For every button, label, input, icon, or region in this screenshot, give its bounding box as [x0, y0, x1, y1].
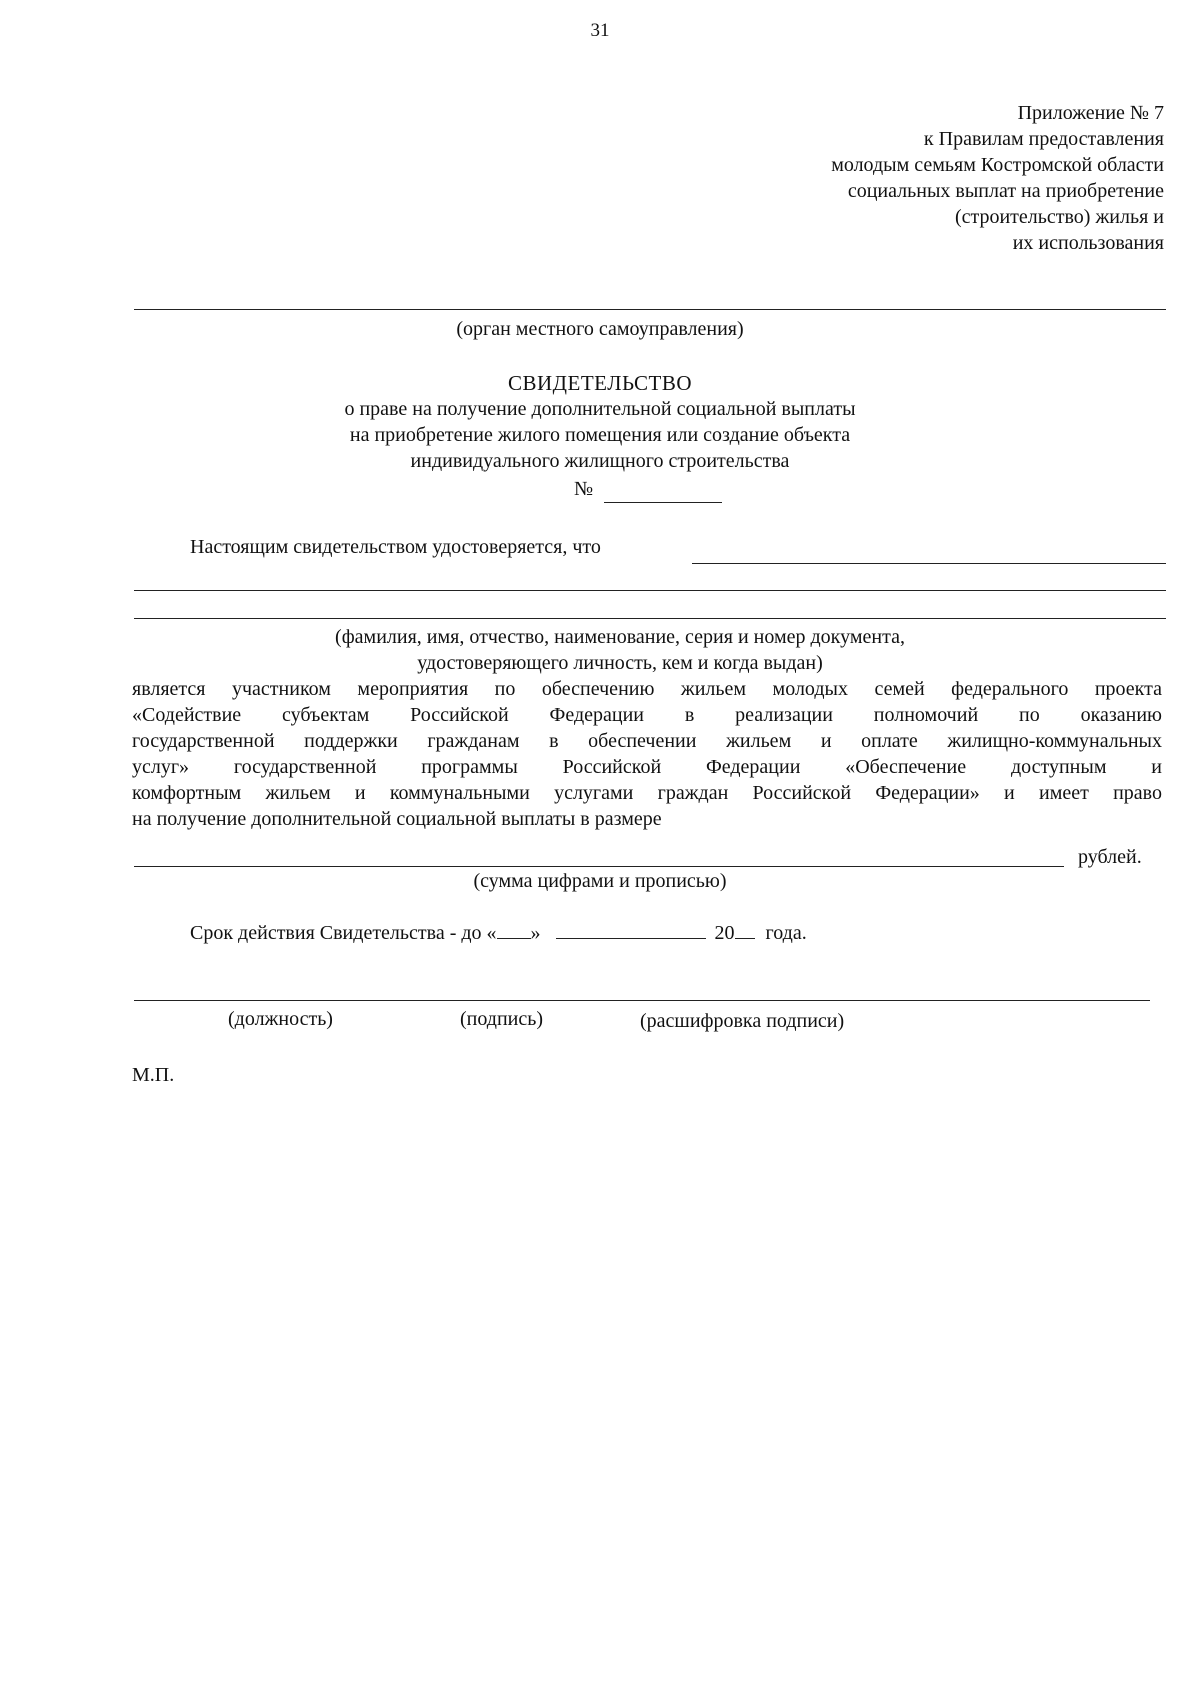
- validity-mid: »: [530, 922, 541, 944]
- validity-line: [190, 922, 807, 945]
- signature-label-decoding: (расшифровка подписи): [640, 1010, 845, 1032]
- certificate-title: [0, 370, 1200, 474]
- signature-label-signature: (подпись): [460, 1008, 544, 1030]
- certificate-number-label: №: [574, 478, 594, 500]
- amount-fill-line: [134, 866, 1064, 867]
- validity-suffix: года.: [765, 922, 807, 944]
- appendix-line: их использования: [1012, 232, 1164, 254]
- amount-currency: рублей.: [1078, 846, 1142, 868]
- person-fill-line-1: [692, 563, 1166, 564]
- signature-label-position: (должность): [228, 1008, 333, 1030]
- validity-month-blank: [556, 924, 706, 939]
- title-line: на приобретение жилого помещения или создание объекта: [349, 424, 851, 446]
- validity-prefix: Срок действия Свидетельства - до «: [190, 922, 497, 944]
- person-caption-line: удостоверяющего личность, кем и когда выдан): [417, 652, 823, 674]
- certificate-number-fill-line: [604, 502, 722, 503]
- appendix-line: социальных выплат на приобретение: [847, 180, 1164, 202]
- authority-fill-line: [134, 309, 1166, 310]
- validity-day-blank: [497, 924, 531, 939]
- appendix-line: молодым семьям Костромской области: [831, 154, 1164, 176]
- title-line: о праве на получение дополнительной социальной выплаты: [344, 398, 856, 420]
- signature-fill-line: [134, 1000, 1150, 1001]
- appendix-line: к Правилам предоставления: [923, 128, 1164, 150]
- appendix-line: Приложение № 7: [1017, 102, 1164, 124]
- page-number: 31: [590, 20, 610, 41]
- title-line: индивидуального жилищного строительства: [410, 450, 790, 472]
- person-fill-line-2: [134, 590, 1166, 591]
- body-line: на получение дополнительной социальной выплаты в размере: [132, 808, 662, 830]
- body-line: является участником мероприятия по обеспечению жильем молодых семей федерального проекта: [132, 678, 1162, 700]
- appendix-header: [604, 100, 1164, 256]
- amount-caption: (сумма цифрами и прописью): [473, 870, 727, 892]
- body-line: государственной поддержки гражданам в обеспечении жильем и оплате жилищно-коммунальных: [132, 730, 1162, 752]
- validity-year-prefix: 20: [714, 922, 735, 944]
- body-line: услуг» государственной программы Российской Федерации «Обеспечение доступным и: [132, 756, 1162, 778]
- body-line: «Содействие субъектам Российской Федерации в реализации полномочий по оказанию: [132, 704, 1162, 726]
- appendix-line: (строительство) жилья и: [954, 206, 1164, 228]
- authority-caption: (орган местного самоуправления): [456, 318, 744, 340]
- intro-text: Настоящим свидетельством удостоверяется, что: [190, 536, 601, 558]
- body-line: комфортным жильем и коммунальными услугами граждан Российской Федерации» и имеет право: [132, 782, 1162, 804]
- person-fill-line-3: [134, 618, 1166, 619]
- title-heading: СВИДЕТЕЛЬСТВО: [508, 371, 692, 395]
- stamp-mark: М.П.: [132, 1064, 175, 1086]
- person-caption-line: (фамилия, имя, отчество, наименование, серия и номер документа,: [335, 626, 905, 648]
- body-paragraph: [132, 676, 1162, 832]
- validity-year-blank: [735, 924, 755, 939]
- person-caption: [20, 624, 1200, 676]
